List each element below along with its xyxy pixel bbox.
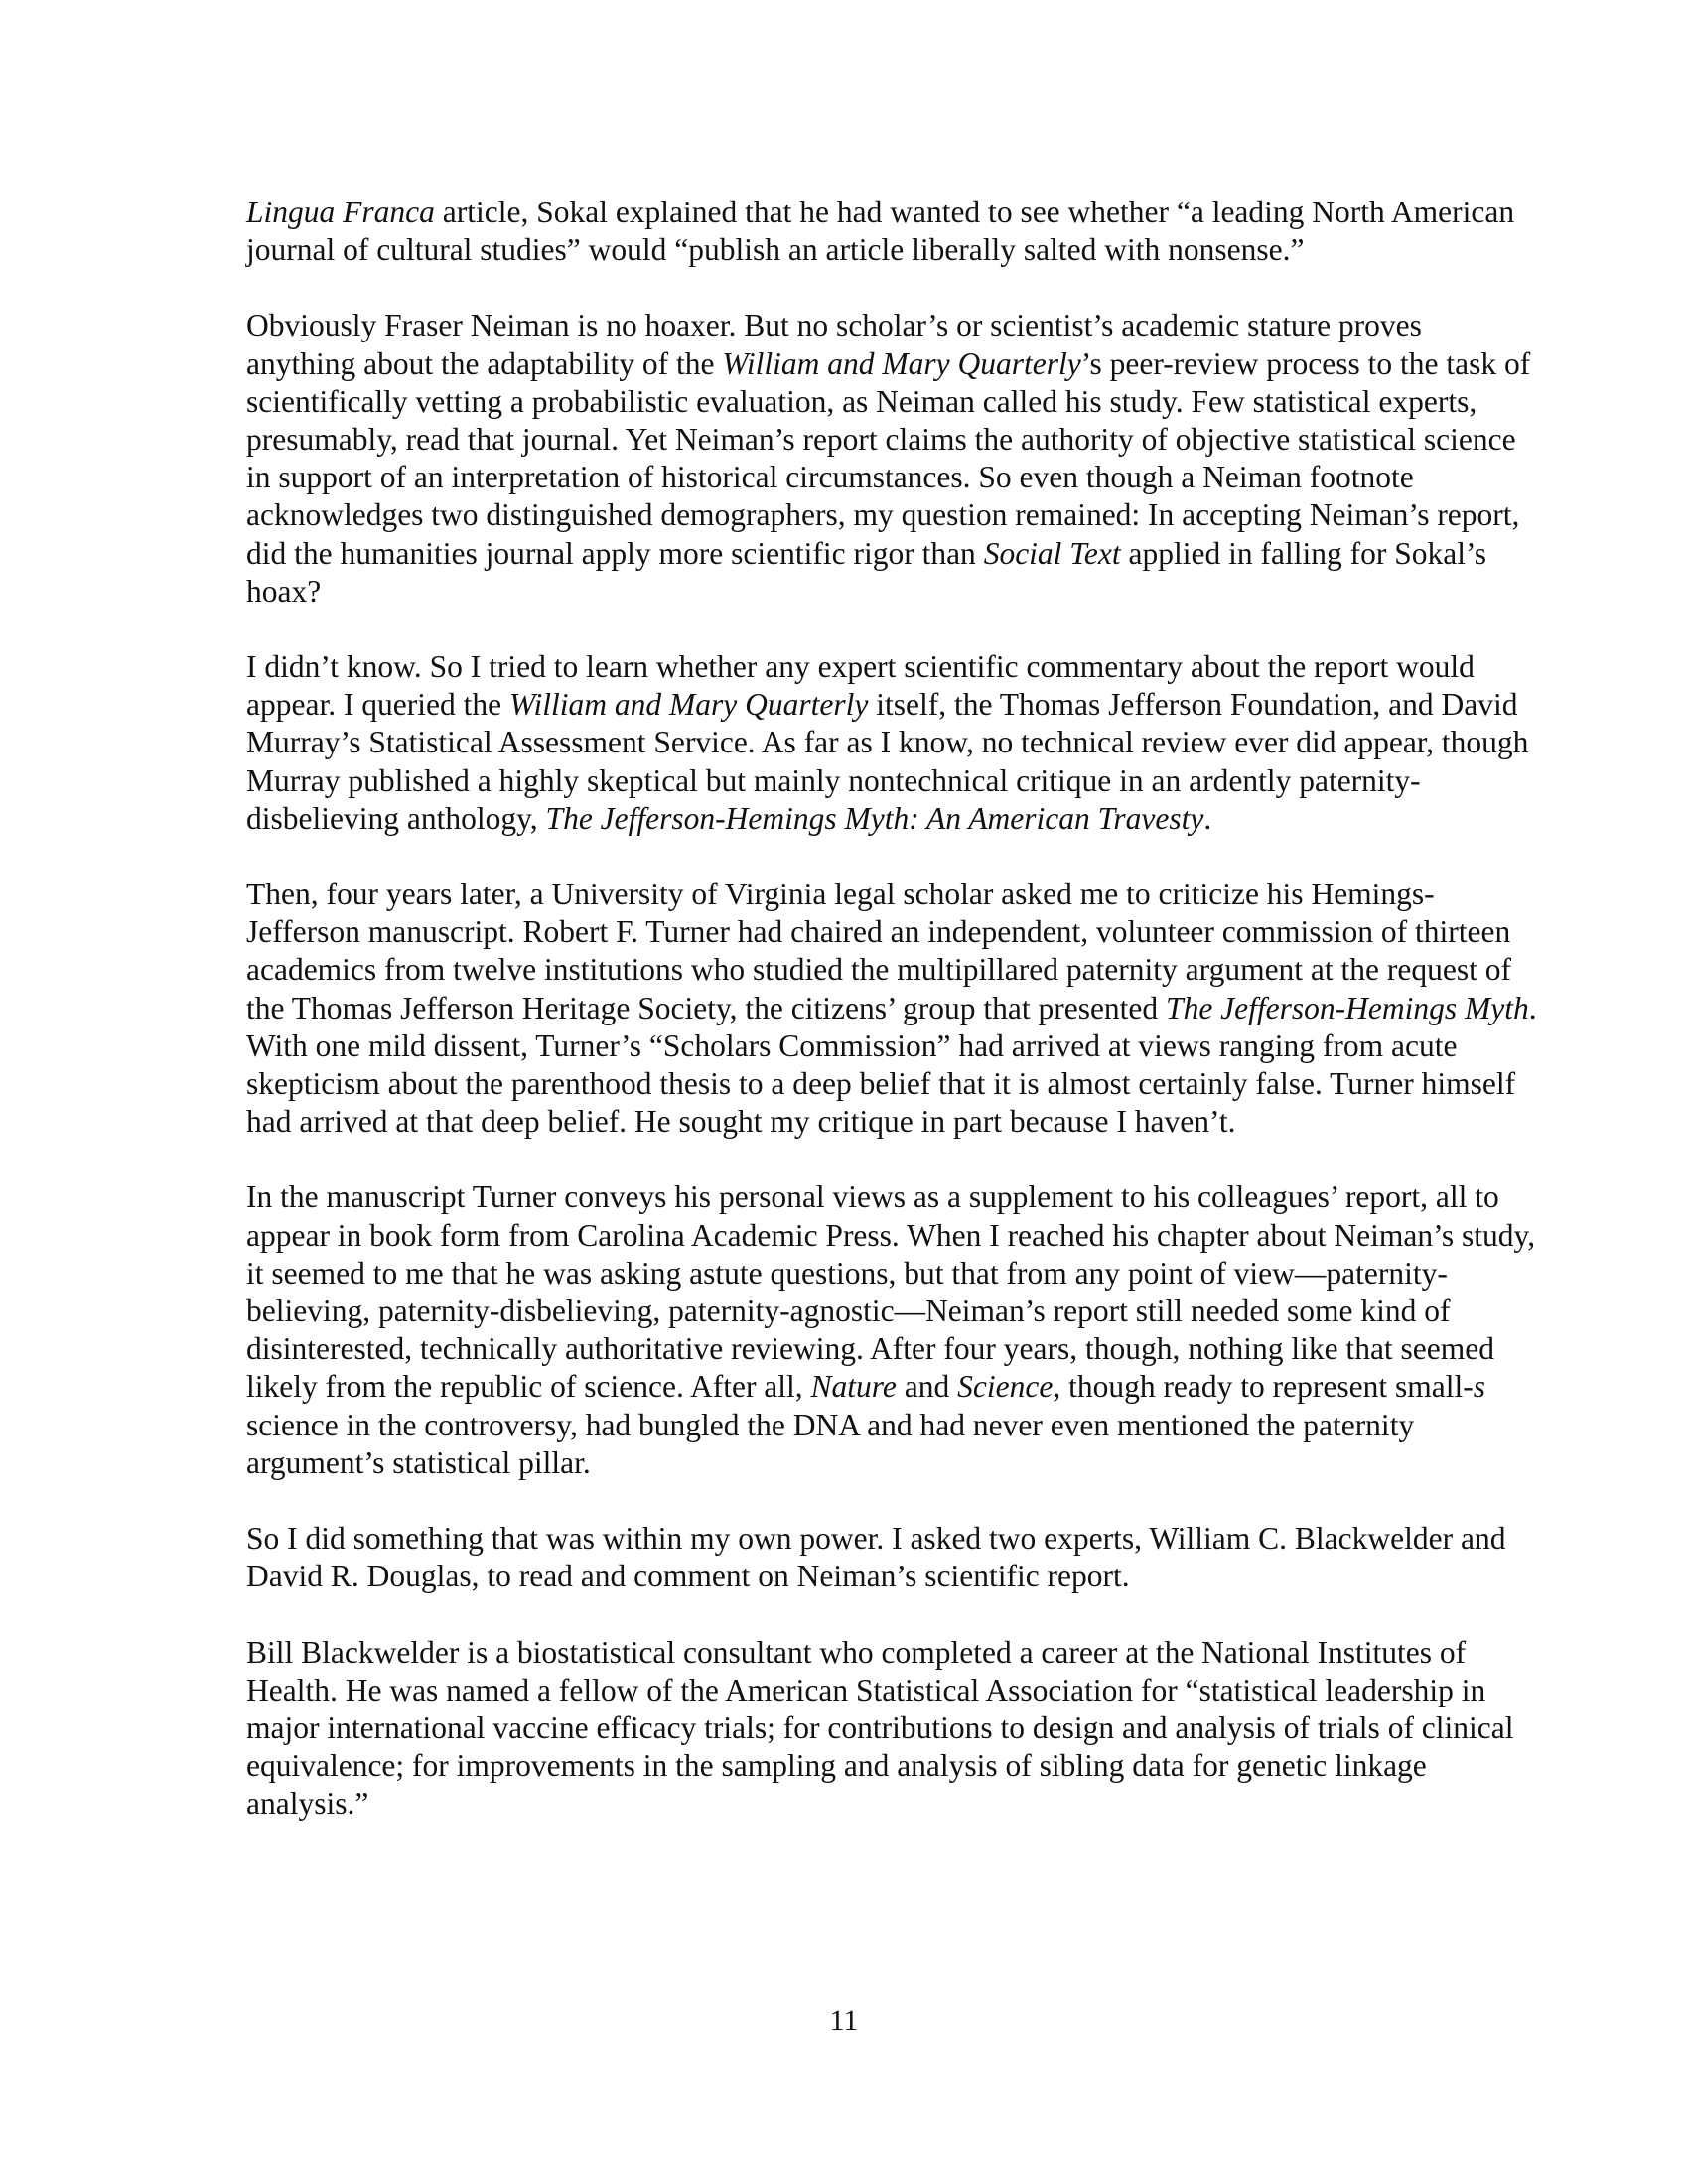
italic-text-run: Lingua Franca: [246, 195, 435, 229]
text-run: Bill Blackwelder is a biostatistical consultant who completed a career at the National Institutes of Health. He was named a fellow of the American Statistical Association for “statistical leadership in major international vaccine efficacy trials; for contributions to design and analysis of trials of clinical equivalence; for improvements in the sampling and analysis of sibling data for genetic linkage analysis.”: [246, 1634, 1514, 1822]
text-run: ’s peer-review process to the task of scientifically vetting a probabilistic evaluation, as Neiman called his study. Few statistical experts, presumably, read that journal. Yet Neiman’s report claims the authority of objective statistical science in support of an interpretation of historical circumstances. So even though a Neiman footnote acknowledges two distinguished demographers, my question remained: In accepting Neiman’s report, did the humanities journal apply more scientific rigor than: [246, 345, 1531, 571]
paragraph: [246, 1634, 1537, 1824]
text-run: So I did something that was within my own power. I asked two experts, William C. Blackwelder and David R. Douglas, to read and comment on Neiman’s scientific report.: [246, 1521, 1506, 1594]
italic-text-run: Nature: [810, 1369, 897, 1405]
text-run: itself, the Thomas Jefferson Foundation, and David Murray’s Statistical Assessment Service. As far as I know, no technical review ever did appear, though Murray published a highly skeptical but mainly nontechnical critique in an ardently paternity-disbelieving anthology,: [246, 687, 1529, 836]
italic-text-run: The Jefferson-Hemings Myth: [1166, 990, 1529, 1025]
text-run: and: [896, 1369, 958, 1405]
paragraph: [246, 876, 1537, 1141]
text-run: , though ready to represent small-: [1053, 1369, 1474, 1405]
paragraph: [246, 1520, 1537, 1595]
text-run: Then, four years later, a University of Virginia legal scholar asked me to criticize his Hemings-Jefferson manuscript. Robert F. Turner had chaired an independent, volunteer commission of thirteen academics from twelve institutions who studied the multipillared paternity argument at the request of the Thomas Jefferson Heritage Society, the citizens’ group that presented: [246, 877, 1511, 1025]
text-run: .: [1203, 800, 1212, 836]
text-run: applied in falling for Sokal’s hoax?: [246, 535, 1486, 609]
text-run: In the manuscript Turner conveys his personal views as a supplement to his colleagues’ report, all to appear in book form from Carolina Academic Press. When I reached his chapter about Neiman’s study, it seemed to me that he was asking astute questions, but that from any point of view—paternity-believing, paternity-disbelieving, paternity-agnostic—Neiman’s report still needed some kind of disinterested, technically authoritative reviewing. After four years, though, nothing like that seemed likely from the republic of science. After all,: [246, 1179, 1536, 1405]
page-number: 11: [829, 2004, 859, 2037]
italic-text-run: s: [1473, 1369, 1485, 1405]
text-run: science in the controversy, had bungled the DNA and had never even mentioned the paternity argument’s statistical pillar.: [246, 1407, 1415, 1480]
text-run: . With one mild dissent, Turner’s “Scholars Commission” had arrived at views ranging from acute skepticism about the parenthood thesis to a deep belief that it is almost certainly false. Turner himself had arrived at that deep belief. He sought my critique in part because I haven’t.: [246, 990, 1537, 1140]
italic-text-run: William and Mary Quarterly: [509, 687, 869, 723]
paragraph: [246, 648, 1537, 838]
italic-text-run: William and Mary Quarterly: [722, 345, 1081, 381]
document-body: [246, 194, 1537, 1861]
text-run: article, Sokal explained that he had wanted to see whether “a leading North American journal of cultural studies” would “publish an article liberally salted with nonsense.”: [246, 195, 1515, 268]
italic-text-run: Science: [957, 1369, 1054, 1405]
italic-text-run: The Jefferson-Hemings Myth: An American Travesty: [545, 800, 1204, 836]
text-run: I didn’t know. So I tried to learn whether any expert scientific commentary about the report would appear. I queried the: [246, 649, 1475, 723]
italic-text-run: Social Text: [983, 535, 1121, 571]
paragraph: [246, 307, 1537, 611]
paragraph: [246, 194, 1537, 269]
text-run: Obviously Fraser Neiman is no hoaxer. But no scholar’s or scientist’s academic stature proves anything about the adaptability of the: [246, 308, 1422, 381]
paragraph: [246, 1178, 1537, 1482]
